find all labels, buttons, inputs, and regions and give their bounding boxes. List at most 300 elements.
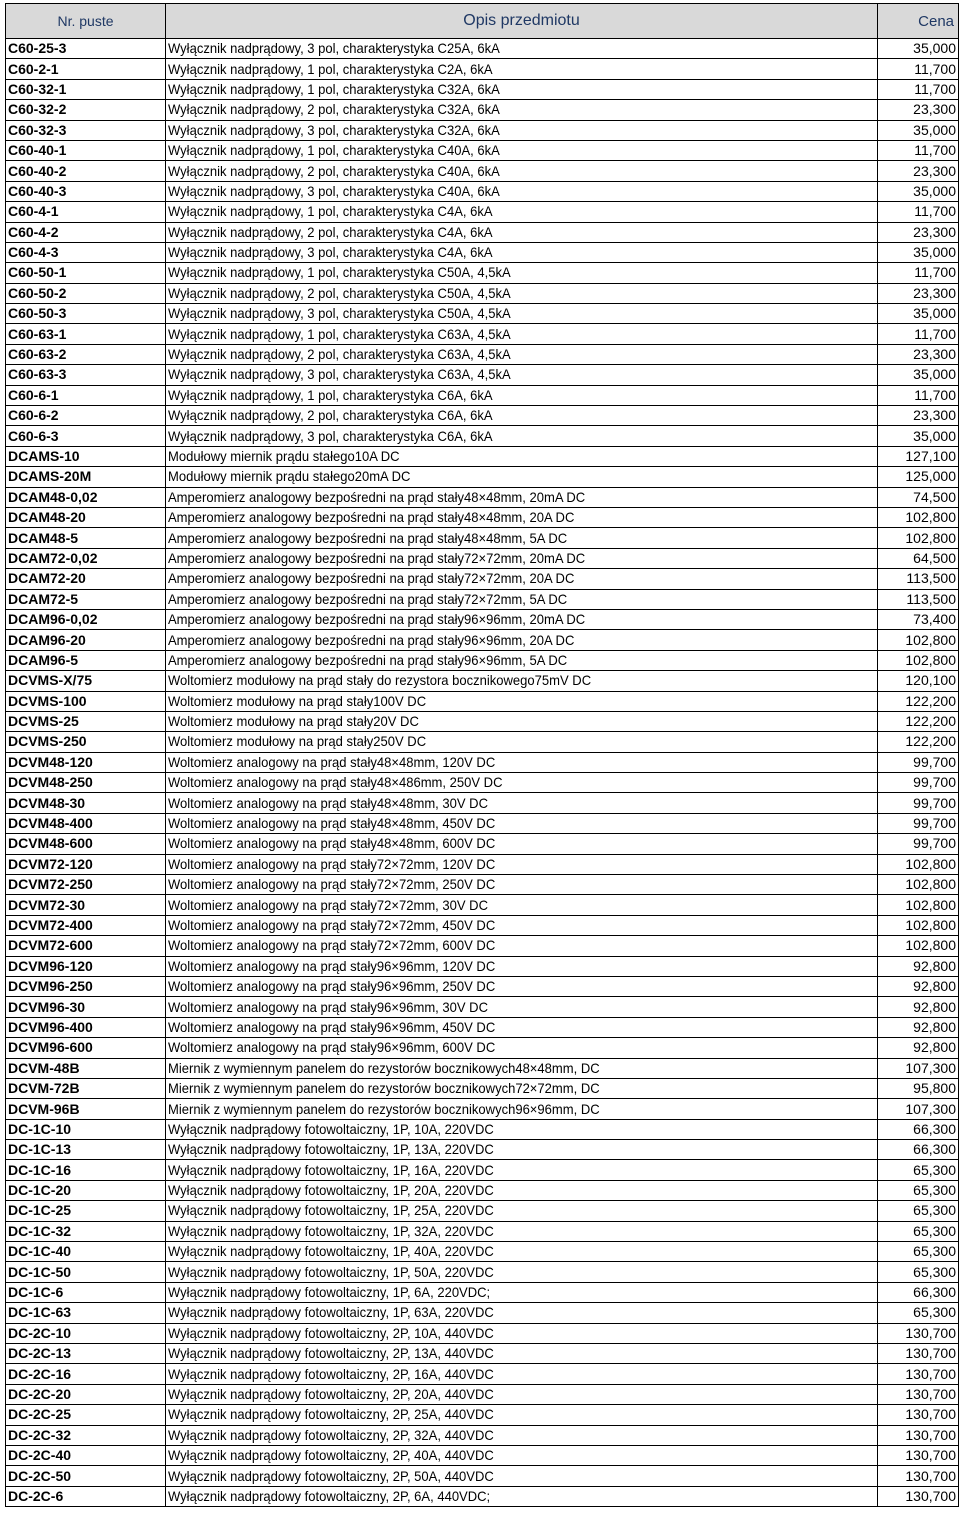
description-cell <box>166 283 878 303</box>
price-cell: 74,500 <box>878 487 959 507</box>
price-cell: 35,000 <box>878 181 959 201</box>
description-text: Woltomierz analogowy na prąd stały72×72mm, 450V DC <box>168 916 496 933</box>
description-cell <box>166 752 878 772</box>
description-text: Wyłącznik nadprądowy, 3 pol, charakterystyka C63A, 4,5kA <box>168 366 511 383</box>
description-cell <box>166 854 878 874</box>
product-code-cell: DC-2C-20 <box>6 1384 166 1404</box>
description-cell <box>166 976 878 996</box>
description-text: Wyłącznik nadprądowy fotowoltaiczny, 1P, 6A, 220VDC; <box>168 1284 491 1301</box>
table-row <box>6 915 959 935</box>
table-row <box>6 1180 959 1200</box>
table-row <box>6 813 959 833</box>
description-cell <box>166 956 878 976</box>
price-cell: 65,300 <box>878 1221 959 1241</box>
description-cell <box>166 426 878 446</box>
description-text: Wyłącznik nadprądowy, 3 pol, charakterystyka C25A, 6kA <box>168 40 500 57</box>
description-text: Woltomierz analogowy na prąd stały48×48mm, 600V DC <box>168 835 496 852</box>
description-cell <box>166 120 878 140</box>
price-cell: 35,000 <box>878 304 959 324</box>
description-cell <box>166 1180 878 1200</box>
table-row <box>6 895 959 915</box>
table-row <box>6 936 959 956</box>
description-cell <box>166 100 878 120</box>
table-row <box>6 140 959 160</box>
price-cell: 11,700 <box>878 202 959 222</box>
table-row <box>6 222 959 242</box>
table-row <box>6 1160 959 1180</box>
description-text: Amperomierz analogowy bezpośredni na prąd stały72×72mm, 5A DC <box>168 590 568 607</box>
description-text: Wyłącznik nadprądowy fotowoltaiczny, 1P, 50A, 220VDC <box>168 1263 494 1280</box>
price-cell: 66,300 <box>878 1140 959 1160</box>
product-code-cell: DCVM48-400 <box>6 813 166 833</box>
column-header-price: Cena <box>878 4 959 39</box>
price-cell: 92,800 <box>878 1038 959 1058</box>
description-cell <box>166 1140 878 1160</box>
table-row <box>6 834 959 854</box>
product-code-cell: DC-2C-40 <box>6 1445 166 1465</box>
description-text: Woltomierz analogowy na prąd stały48×48mm, 450V DC <box>168 815 496 832</box>
description-text: Amperomierz analogowy bezpośredni na prąd stały48×48mm, 5A DC <box>168 529 568 546</box>
product-code-cell: DCAM48-0,02 <box>6 487 166 507</box>
price-cell: 23,300 <box>878 283 959 303</box>
description-text: Wyłącznik nadprądowy, 2 pol, charakterystyka C32A, 6kA <box>168 101 500 118</box>
price-cell: 102,800 <box>878 895 959 915</box>
description-cell <box>166 1058 878 1078</box>
table-row <box>6 242 959 262</box>
price-list-table <box>5 3 959 1507</box>
price-cell: 99,700 <box>878 752 959 772</box>
product-code-cell: DC-1C-63 <box>6 1303 166 1323</box>
description-cell <box>166 1486 878 1506</box>
price-cell: 11,700 <box>878 59 959 79</box>
table-row <box>6 446 959 466</box>
table-row <box>6 671 959 691</box>
price-cell: 23,300 <box>878 222 959 242</box>
description-cell <box>166 446 878 466</box>
description-text: Woltomierz modułowy na prąd stały20V DC <box>168 713 419 730</box>
table-row <box>6 79 959 99</box>
table-row <box>6 507 959 527</box>
product-code-cell: DC-1C-20 <box>6 1180 166 1200</box>
description-text: Wyłącznik nadprądowy fotowoltaiczny, 2P, 20A, 440VDC <box>168 1385 494 1402</box>
price-cell: 92,800 <box>878 976 959 996</box>
price-cell: 107,300 <box>878 1058 959 1078</box>
description-cell <box>166 1405 878 1425</box>
table-row <box>6 324 959 344</box>
column-header-code: Nr. puste <box>6 4 166 39</box>
description-text: Wyłącznik nadprądowy fotowoltaiczny, 1P, 10A, 220VDC <box>168 1120 494 1137</box>
description-cell <box>166 202 878 222</box>
table-row <box>6 589 959 609</box>
product-code-cell: DC-2C-16 <box>6 1364 166 1384</box>
description-text: Woltomierz analogowy na prąd stały96×96mm, 250V DC <box>168 978 496 995</box>
description-cell <box>166 1099 878 1119</box>
description-text: Wyłącznik nadprądowy, 1 pol, charakterystyka C50A, 4,5kA <box>168 264 511 281</box>
table-row <box>6 1201 959 1221</box>
table-row <box>6 181 959 201</box>
product-code-cell: C60-40-1 <box>6 140 166 160</box>
description-cell <box>166 385 878 405</box>
description-cell <box>166 711 878 731</box>
table-row <box>6 39 959 59</box>
product-code-cell: DC-2C-25 <box>6 1405 166 1425</box>
product-code-cell: DC-1C-25 <box>6 1201 166 1221</box>
table-row <box>6 1303 959 1323</box>
description-text: Modułowy miernik prądu stałego20mA DC <box>168 468 411 485</box>
description-text: Woltomierz analogowy na prąd stały48×48mm, 120V DC <box>168 753 496 770</box>
description-cell <box>166 487 878 507</box>
product-code-cell: DCVM-72B <box>6 1078 166 1098</box>
table-row <box>6 1078 959 1098</box>
description-cell <box>166 1017 878 1037</box>
product-code-cell: DCVMS-X/75 <box>6 671 166 691</box>
price-cell: 92,800 <box>878 997 959 1017</box>
product-code-cell: DCVM72-400 <box>6 915 166 935</box>
description-text: Wyłącznik nadprądowy fotowoltaiczny, 1P, 20A, 220VDC <box>168 1182 494 1199</box>
product-code-cell: DC-1C-40 <box>6 1242 166 1262</box>
description-text: Wyłącznik nadprądowy fotowoltaiczny, 1P, 13A, 220VDC <box>168 1141 494 1158</box>
table-row <box>6 528 959 548</box>
table-row <box>6 630 959 650</box>
product-code-cell: DC-1C-16 <box>6 1160 166 1180</box>
product-code-cell: DCAM96-20 <box>6 630 166 650</box>
description-cell <box>166 242 878 262</box>
product-code-cell: DCAMS-20M <box>6 467 166 487</box>
description-cell <box>166 406 878 426</box>
table-row <box>6 650 959 670</box>
table-row <box>6 711 959 731</box>
price-cell: 23,300 <box>878 344 959 364</box>
product-code-cell: C60-6-1 <box>6 385 166 405</box>
price-cell: 11,700 <box>878 79 959 99</box>
price-cell: 113,500 <box>878 589 959 609</box>
price-cell: 130,700 <box>878 1323 959 1343</box>
price-cell: 122,200 <box>878 732 959 752</box>
product-code-cell: C60-32-1 <box>6 79 166 99</box>
product-code-cell: DCAM72-20 <box>6 569 166 589</box>
product-code-cell: DC-2C-13 <box>6 1344 166 1364</box>
description-text: Wyłącznik nadprądowy, 3 pol, charakterystyka C6A, 6kA <box>168 427 493 444</box>
table-row <box>6 1445 959 1465</box>
product-code-cell: C60-2-1 <box>6 59 166 79</box>
product-code-cell: DC-2C-10 <box>6 1323 166 1343</box>
description-cell <box>166 304 878 324</box>
description-text: Woltomierz analogowy na prąd stały72×72mm, 120V DC <box>168 855 496 872</box>
price-cell: 11,700 <box>878 324 959 344</box>
description-cell <box>166 1262 878 1282</box>
description-cell <box>166 793 878 813</box>
description-text: Woltomierz analogowy na prąd stały96×96mm, 450V DC <box>168 1018 496 1035</box>
description-text: Woltomierz modułowy na prąd stały do rezystora bocznikowego75mV DC <box>168 672 592 689</box>
product-code-cell: DC-1C-10 <box>6 1119 166 1139</box>
table-row <box>6 875 959 895</box>
price-list-sheet <box>5 3 958 1507</box>
price-cell: 99,700 <box>878 773 959 793</box>
price-cell: 64,500 <box>878 548 959 568</box>
table-row <box>6 956 959 976</box>
product-code-cell: DCAM48-5 <box>6 528 166 548</box>
table-row <box>6 1242 959 1262</box>
description-cell <box>166 161 878 181</box>
table-row <box>6 1221 959 1241</box>
price-cell: 92,800 <box>878 1017 959 1037</box>
description-cell <box>166 609 878 629</box>
product-code-cell: DCVM48-120 <box>6 752 166 772</box>
price-cell: 35,000 <box>878 39 959 59</box>
price-cell: 102,800 <box>878 915 959 935</box>
table-row <box>6 1405 959 1425</box>
product-code-cell: DCVM-48B <box>6 1058 166 1078</box>
table-row <box>6 691 959 711</box>
table-row <box>6 1017 959 1037</box>
product-code-cell: DCAMS-10 <box>6 446 166 466</box>
price-cell: 65,300 <box>878 1201 959 1221</box>
product-code-cell: DCVM96-600 <box>6 1038 166 1058</box>
product-code-cell: C60-63-2 <box>6 344 166 364</box>
price-cell: 35,000 <box>878 426 959 446</box>
price-cell: 130,700 <box>878 1466 959 1486</box>
description-text: Wyłącznik nadprądowy, 1 pol, charakterystyka C40A, 6kA <box>168 142 500 159</box>
description-text: Woltomierz analogowy na prąd stały72×72mm, 250V DC <box>168 876 496 893</box>
table-row <box>6 1486 959 1506</box>
description-text: Woltomierz analogowy na prąd stały72×72mm, 600V DC <box>168 937 496 954</box>
table-row <box>6 304 959 324</box>
description-text: Wyłącznik nadprądowy fotowoltaiczny, 1P, 32A, 220VDC <box>168 1222 494 1239</box>
description-cell <box>166 691 878 711</box>
table-row <box>6 752 959 772</box>
price-cell: 23,300 <box>878 406 959 426</box>
price-cell: 11,700 <box>878 263 959 283</box>
table-row <box>6 59 959 79</box>
description-cell <box>166 1242 878 1262</box>
product-code-cell: DCVMS-250 <box>6 732 166 752</box>
header-row <box>6 4 959 39</box>
description-cell <box>166 671 878 691</box>
price-cell: 66,300 <box>878 1119 959 1139</box>
product-code-cell: C60-40-3 <box>6 181 166 201</box>
product-code-cell: DCAM96-0,02 <box>6 609 166 629</box>
table-row <box>6 406 959 426</box>
product-code-cell: DC-2C-32 <box>6 1425 166 1445</box>
product-code-cell: C60-63-1 <box>6 324 166 344</box>
description-text: Woltomierz analogowy na prąd stały96×96mm, 600V DC <box>168 1039 496 1056</box>
price-cell: 130,700 <box>878 1486 959 1506</box>
product-code-cell: DCVM96-30 <box>6 997 166 1017</box>
description-text: Woltomierz analogowy na prąd stały72×72mm, 30V DC <box>168 896 488 913</box>
product-code-cell: C60-4-3 <box>6 242 166 262</box>
table-row <box>6 100 959 120</box>
description-text: Wyłącznik nadprądowy, 2 pol, charakterystyka C6A, 6kA <box>168 407 493 424</box>
description-cell <box>166 344 878 364</box>
description-text: Wyłącznik nadprądowy, 1 pol, charakterystyka C63A, 4,5kA <box>168 325 511 342</box>
description-text: Woltomierz analogowy na prąd stały96×96mm, 30V DC <box>168 998 488 1015</box>
price-cell: 102,800 <box>878 528 959 548</box>
price-cell: 65,300 <box>878 1242 959 1262</box>
table-row <box>6 793 959 813</box>
price-cell: 130,700 <box>878 1445 959 1465</box>
description-text: Wyłącznik nadprądowy, 1 pol, charakterystyka C4A, 6kA <box>168 203 493 220</box>
product-code-cell: C60-50-3 <box>6 304 166 324</box>
description-cell <box>166 773 878 793</box>
description-cell <box>166 1160 878 1180</box>
table-row <box>6 263 959 283</box>
price-cell: 102,800 <box>878 630 959 650</box>
table-row <box>6 1384 959 1404</box>
description-text: Wyłącznik nadprądowy fotowoltaiczny, 2P, 16A, 440VDC <box>168 1365 494 1382</box>
product-code-cell: DC-2C-6 <box>6 1486 166 1506</box>
price-cell: 130,700 <box>878 1384 959 1404</box>
description-cell <box>166 181 878 201</box>
product-code-cell: DCAM48-20 <box>6 507 166 527</box>
description-cell <box>166 1344 878 1364</box>
product-code-cell: DCVM-96B <box>6 1099 166 1119</box>
price-cell: 130,700 <box>878 1344 959 1364</box>
product-code-cell: DCVM48-250 <box>6 773 166 793</box>
description-cell <box>166 365 878 385</box>
description-cell <box>166 1445 878 1465</box>
product-code-cell: DCVMS-25 <box>6 711 166 731</box>
product-code-cell: C60-63-3 <box>6 365 166 385</box>
product-code-cell: DCAM72-0,02 <box>6 548 166 568</box>
price-cell: 92,800 <box>878 956 959 976</box>
table-row <box>6 120 959 140</box>
table-row <box>6 283 959 303</box>
description-text: Woltomierz analogowy na prąd stały96×96mm, 120V DC <box>168 957 496 974</box>
table-row <box>6 1038 959 1058</box>
description-cell <box>166 569 878 589</box>
table-row <box>6 569 959 589</box>
price-cell: 23,300 <box>878 100 959 120</box>
price-cell: 95,800 <box>878 1078 959 1098</box>
table-row <box>6 1344 959 1364</box>
price-cell: 11,700 <box>878 385 959 405</box>
description-text: Amperomierz analogowy bezpośredni na prąd stały48×48mm, 20A DC <box>168 509 575 526</box>
price-cell: 113,500 <box>878 569 959 589</box>
product-code-cell: DC-1C-50 <box>6 1262 166 1282</box>
description-text: Wyłącznik nadprądowy fotowoltaiczny, 2P, 32A, 440VDC <box>168 1426 494 1443</box>
description-text: Amperomierz analogowy bezpośredni na prąd stały72×72mm, 20mA DC <box>168 549 586 566</box>
description-cell <box>166 1303 878 1323</box>
description-cell <box>166 1466 878 1486</box>
description-cell <box>166 324 878 344</box>
product-code-cell: DCVM72-120 <box>6 854 166 874</box>
description-text: Woltomierz analogowy na prąd stały48×48mm, 30V DC <box>168 794 488 811</box>
description-text: Wyłącznik nadprądowy, 2 pol, charakterystyka C50A, 4,5kA <box>168 284 511 301</box>
price-cell: 65,300 <box>878 1160 959 1180</box>
price-cell: 35,000 <box>878 242 959 262</box>
product-code-cell: DCVM48-600 <box>6 834 166 854</box>
description-cell <box>166 997 878 1017</box>
description-text: Amperomierz analogowy bezpośredni na prąd stały96×96mm, 20A DC <box>168 631 575 648</box>
description-text: Wyłącznik nadprądowy, 1 pol, charakterystyka C32A, 6kA <box>168 80 500 97</box>
price-cell: 99,700 <box>878 834 959 854</box>
price-cell: 66,300 <box>878 1282 959 1302</box>
description-text: Wyłącznik nadprądowy, 3 pol, charakterystyka C32A, 6kA <box>168 121 500 138</box>
product-code-cell: DCVM72-30 <box>6 895 166 915</box>
description-text: Miernik z wymiennym panelem do rezystorów bocznikowych72×72mm, DC <box>168 1080 600 1097</box>
description-cell <box>166 936 878 956</box>
description-cell <box>166 467 878 487</box>
description-cell <box>166 630 878 650</box>
price-cell: 102,800 <box>878 507 959 527</box>
product-code-cell: DC-1C-6 <box>6 1282 166 1302</box>
table-row <box>6 1119 959 1139</box>
price-cell: 130,700 <box>878 1425 959 1445</box>
price-cell: 102,800 <box>878 650 959 670</box>
product-code-cell: DC-1C-13 <box>6 1140 166 1160</box>
description-text: Wyłącznik nadprądowy, 3 pol, charakterystyka C4A, 6kA <box>168 244 493 261</box>
price-cell: 73,400 <box>878 609 959 629</box>
price-cell: 65,300 <box>878 1303 959 1323</box>
description-text: Wyłącznik nadprądowy, 1 pol, charakterystyka C6A, 6kA <box>168 386 493 403</box>
product-code-cell: DCVM96-250 <box>6 976 166 996</box>
price-cell: 102,800 <box>878 936 959 956</box>
description-cell <box>166 140 878 160</box>
table-row <box>6 1425 959 1445</box>
table-row <box>6 385 959 405</box>
table-row <box>6 1323 959 1343</box>
price-cell: 23,300 <box>878 161 959 181</box>
table-row <box>6 1140 959 1160</box>
description-text: Wyłącznik nadprądowy, 3 pol, charakterystyka C50A, 4,5kA <box>168 305 511 322</box>
product-code-cell: C60-4-2 <box>6 222 166 242</box>
description-text: Wyłącznik nadprądowy fotowoltaiczny, 2P, 40A, 440VDC <box>168 1447 494 1464</box>
price-cell: 65,300 <box>878 1262 959 1282</box>
price-cell: 102,800 <box>878 854 959 874</box>
description-cell <box>166 1201 878 1221</box>
description-text: Amperomierz analogowy bezpośredni na prąd stały96×96mm, 5A DC <box>168 651 568 668</box>
table-row <box>6 161 959 181</box>
table-row <box>6 426 959 446</box>
price-cell: 102,800 <box>878 875 959 895</box>
description-text: Wyłącznik nadprądowy, 2 pol, charakterystyka C63A, 4,5kA <box>168 346 511 363</box>
product-code-cell: C60-50-1 <box>6 263 166 283</box>
product-code-cell: DCVM72-600 <box>6 936 166 956</box>
table-row <box>6 1282 959 1302</box>
table-row <box>6 854 959 874</box>
description-text: Wyłącznik nadprądowy fotowoltaiczny, 2P, 6A, 440VDC; <box>168 1487 491 1504</box>
description-cell <box>166 507 878 527</box>
description-text: Wyłącznik nadprądowy fotowoltaiczny, 1P, 16A, 220VDC <box>168 1161 494 1178</box>
price-cell: 130,700 <box>878 1405 959 1425</box>
product-code-cell: C60-50-2 <box>6 283 166 303</box>
description-text: Amperomierz analogowy bezpośredni na prąd stały96×96mm, 20mA DC <box>168 611 586 628</box>
price-cell: 122,200 <box>878 711 959 731</box>
description-cell <box>166 1425 878 1445</box>
price-cell: 120,100 <box>878 671 959 691</box>
table-row <box>6 365 959 385</box>
product-code-cell: C60-40-2 <box>6 161 166 181</box>
product-code-cell: DC-1C-32 <box>6 1221 166 1241</box>
description-text: Amperomierz analogowy bezpośredni na prąd stały48×48mm, 20mA DC <box>168 488 586 505</box>
description-text: Woltomierz analogowy na prąd stały48×486mm, 250V DC <box>168 774 503 791</box>
description-cell <box>166 1078 878 1098</box>
table-row <box>6 1058 959 1078</box>
description-cell <box>166 650 878 670</box>
price-cell: 107,300 <box>878 1099 959 1119</box>
table-row <box>6 1466 959 1486</box>
description-cell <box>166 895 878 915</box>
description-text: Wyłącznik nadprądowy fotowoltaiczny, 2P, 10A, 440VDC <box>168 1324 494 1341</box>
table-body <box>6 39 959 1507</box>
price-cell: 125,000 <box>878 467 959 487</box>
table-row <box>6 1262 959 1282</box>
description-text: Woltomierz modułowy na prąd stały100V DC <box>168 692 427 709</box>
product-code-cell: DCVM96-120 <box>6 956 166 976</box>
product-code-cell: DC-2C-50 <box>6 1466 166 1486</box>
description-cell <box>166 263 878 283</box>
product-code-cell: C60-4-1 <box>6 202 166 222</box>
